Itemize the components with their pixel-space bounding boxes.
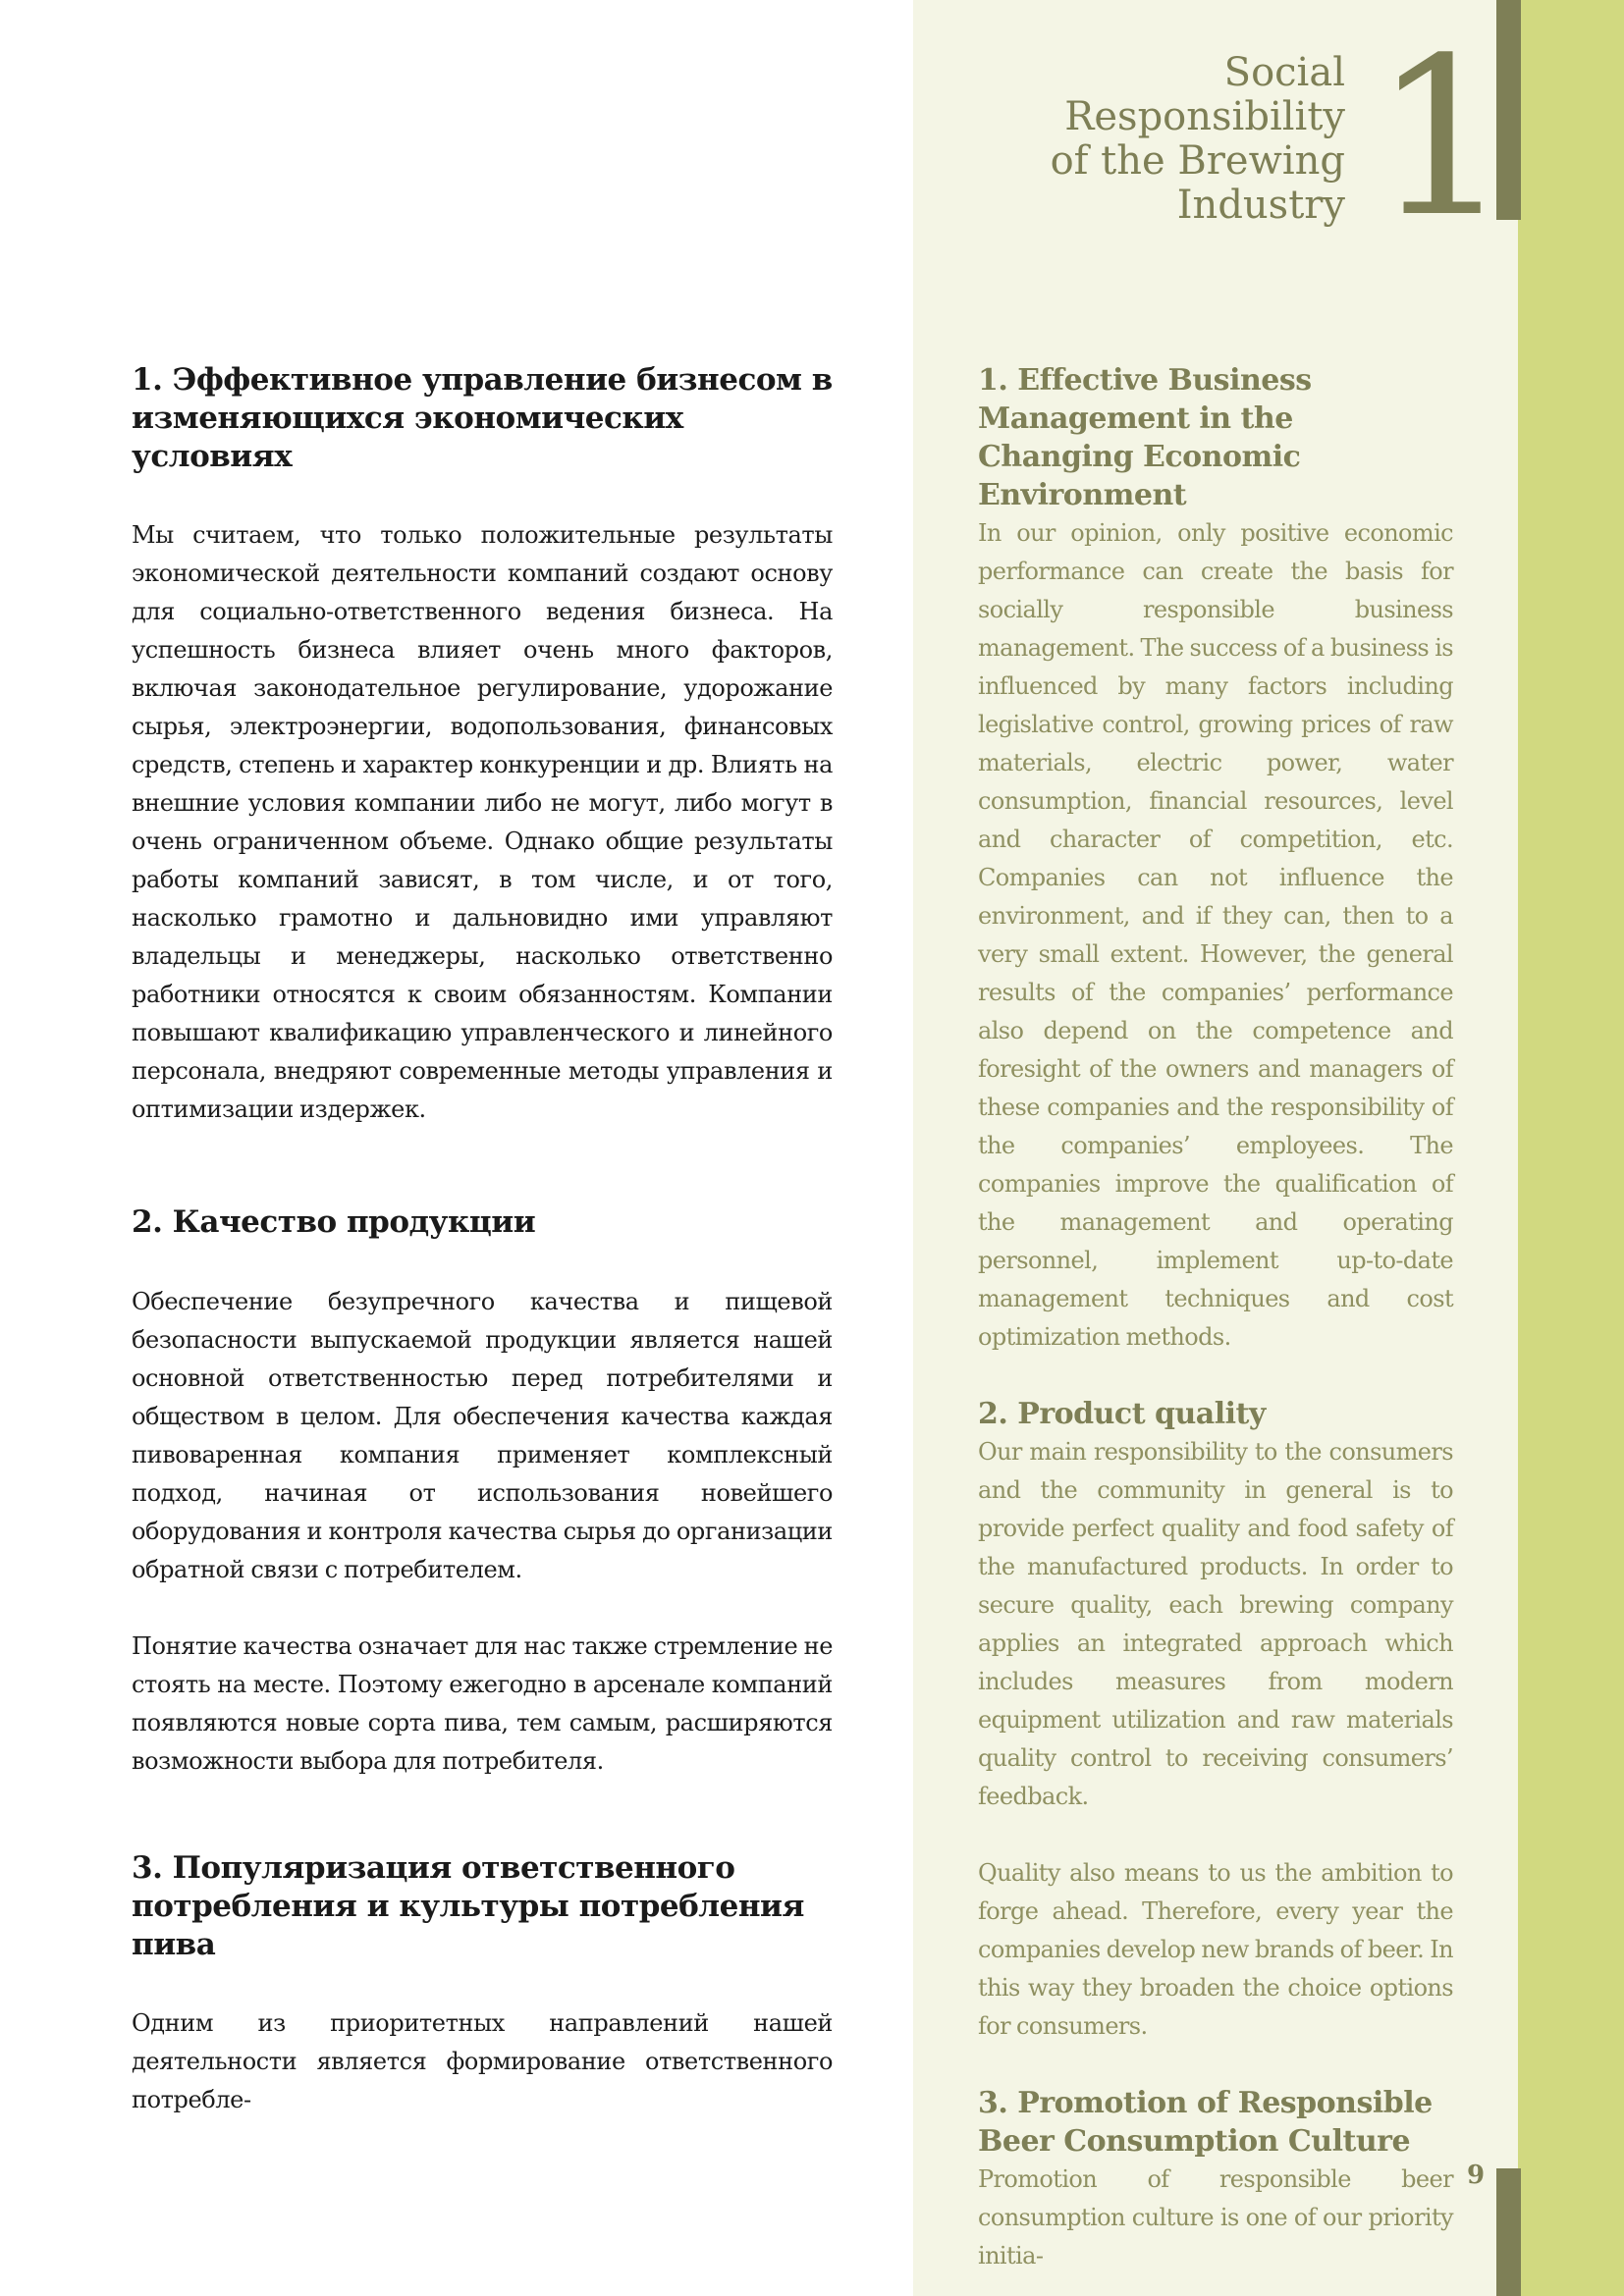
en-section-1-paragraph: In our opinion, only positive economic performance can create the basis for socially responsible business management. The success of a business is influenced by many factors including legislative control, growing prices of raw materials, electric power, water consumption, financial resources, level and character of competition, etc. Companies can not influence the environment, and if they can, then to a very small extent. However, the general results of the companies’ performance also depend on the competence and foresight of the owners and managers of these companies and the responsibility of the companies’ employees. The companies improve the qualification of the management and operating personnel, implement up-to-date management techniques and cost optimization methods. bbox=[978, 519, 1453, 1351]
page-number-tab-marker bbox=[1496, 2168, 1521, 2296]
chapter-title bbox=[1051, 51, 1345, 228]
en-section-2-paragraph-2: Quality also means to us the ambition to forge ahead. Therefore, every year the companies develop new brands of beer. In this way they broaden the choice options for consumers. bbox=[978, 1859, 1453, 2040]
russian-column bbox=[132, 361, 833, 2119]
chapter-title-line: Responsibility bbox=[1064, 94, 1345, 139]
en-section-2-paragraph-1: Our main responsibility to the consumers and the community in general is to provide perfect quality and food safety of the manufactured products. In order to secure quality, each brewing company applies an integrated approach which includes measures from modern equipment utilization and raw materials quality control to receiving consumers’ feedback. bbox=[978, 1438, 1453, 1810]
ru-section-3-paragraph: Одним из приоритетных направлений нашей деятельности является формирование ответственного потребле- bbox=[132, 2009, 833, 2113]
ru-section-2-paragraph-1: Обеспечение безупречного качества и пищевой безопасности выпускаемой продукции является нашей основной ответственностью перед потребителями и обществом в целом. Для обеспечения качества каждая пивоваренная компания применяет комплексный подход, начиная от использования новейшего оборудования и контроля качества сырья до организации обратной связи с потребителем. bbox=[132, 1288, 833, 1583]
ru-section-3-heading: 3. Популяризация ответственного потребления и культуры потребления пива bbox=[132, 1850, 804, 1962]
ru-section-1-paragraph: Мы считаем, что только положительные результаты экономической деятельности компаний создают основу для социально-ответственного ведения бизнеса. На успешность бизнеса влияет очень много факторов, включая законодательное регулирование, удорожание сырья, электроэнергии, водопользования, финансовых средств, степень и характер конкуренции и др. Влиять на внешние условия компании либо не могут, либо могут в очень ограниченном объеме. Однако общие результаты работы компаний зависят, в том числе, и от того, насколько грамотно и дальновидно ими управляют владельцы и менеджеры, насколько ответственно работники относятся к своим обязанностям. Компании повышают квалификацию управленческого и линейного персонала, внедряют современные методы управления и оптимизации издержек. bbox=[132, 521, 833, 1123]
ru-section-2-paragraph-2: Понятие качества означает для нас также стремление не стоять на месте. Поэтому ежегодно в арсенале компаний появляются новые сорта пива, тем самым, расширяются возможности выбора для потребителя. bbox=[132, 1632, 833, 1775]
chapter-title-line: Industry bbox=[1176, 183, 1345, 228]
english-column bbox=[978, 361, 1453, 2275]
en-section-1-heading: 1. Effective Business Management in the Changing Economic Environment bbox=[978, 363, 1312, 512]
ru-section-2-heading: 2. Качество продукции bbox=[132, 1204, 536, 1240]
chapter-number: 1 bbox=[1373, 12, 1512, 265]
en-section-3-paragraph: Promotion of responsible beer consumption culture is one of our priority initia- bbox=[978, 2165, 1453, 2269]
ru-section-1-heading: 1. Эффективное управление бизнесом в изменяющихся экономических условиях bbox=[132, 362, 833, 474]
chapter-title-line: Social bbox=[1223, 50, 1345, 95]
en-section-3-heading: 3. Promotion of Responsible Beer Consumption Culture bbox=[978, 2086, 1433, 2159]
chapter-title-line: of the Brewing bbox=[1050, 138, 1345, 184]
page-number: 9 bbox=[1467, 2161, 1486, 2190]
edge-color-bar bbox=[1518, 0, 1624, 2296]
en-section-2-heading: 2. Product quality bbox=[978, 1397, 1266, 1431]
